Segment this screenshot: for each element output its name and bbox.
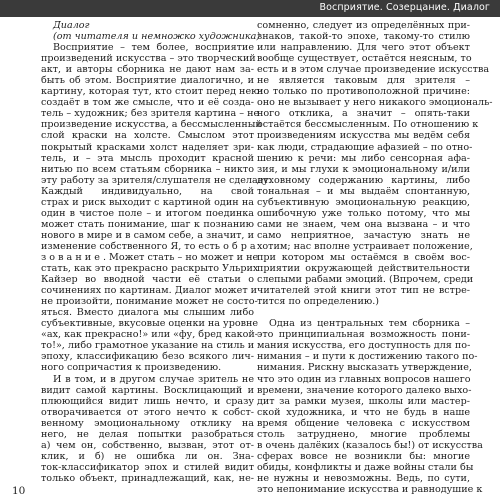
- text-line: субъективную эмоциональную реакцию,: [257, 196, 470, 208]
- text-line: произведениям искусства мы ведём себя: [257, 130, 470, 142]
- text-line: ного сопричастия к произведению.: [41, 362, 222, 374]
- text-line: плюющийся видит лишь нечто, и сразу: [41, 395, 254, 407]
- text-line: может стать понимание, шаг к познанию: [41, 218, 254, 230]
- text-line: него, не делая попытки разобраться: [41, 428, 254, 440]
- text-line: ток-классификатор эпох и стилей видит: [41, 461, 254, 473]
- text-line: сферах вовсе не возникли бы: многие: [257, 450, 470, 462]
- running-header-bar: [0, 0, 500, 17]
- text-line: произведение искусства, а бессмысленный: [41, 119, 262, 131]
- text-line: есть и в этом случае произведение искусства: [257, 64, 490, 76]
- right-text-column: [257, 20, 493, 495]
- text-line: тель – художник; без зрителя картина – не: [41, 108, 260, 120]
- text-line: тится по определению.): [257, 296, 379, 308]
- text-line: з о в а н и е . Может стать – но может и не: [41, 251, 259, 263]
- text-line: создаёт в том же смысле, что и её созда-: [41, 97, 254, 109]
- text-line: столь затруднено, многие проблемы: [257, 428, 470, 440]
- text-line: тональная – и мы выдаём спонтанную,: [257, 185, 470, 197]
- text-line: сомненно, следует из определённых при-: [257, 20, 470, 31]
- running-header-title: Восприятие. Созерцание. Диалог: [319, 2, 490, 13]
- text-line: а) чем он, собственно, вызван, этот от-: [41, 439, 254, 451]
- text-line: то!», либо грамотное указание на стиль и: [41, 340, 255, 352]
- page-number: 10: [12, 485, 26, 497]
- text-line: нимания. Рискну высказать утверждение,: [257, 362, 472, 374]
- text-line: знаков, такой-то эпохе, такому-то стилю: [257, 31, 470, 43]
- text-line: духовному содержанию картины, либо: [257, 174, 470, 186]
- text-line: И в том, и в другом случае зритель не: [53, 373, 254, 385]
- text-line: Каждый индивидуально, на свой: [41, 185, 254, 197]
- text-line: Кайзер во вводной части её статьи о: [41, 274, 254, 286]
- text-line: времени, значение которого далеко выхо-: [257, 384, 472, 396]
- text-line: или направлению. Для чего этот объект: [257, 42, 470, 54]
- text-line: Диалог: [53, 20, 90, 31]
- text-line: Восприятие – тем более, восприятие: [53, 42, 254, 54]
- text-line: Одна из центральных тем сборника –: [269, 318, 470, 330]
- text-line: ской художника, и что не будь в наше: [257, 406, 470, 418]
- text-line: зия, и мы глухи к эмоциональному и/или: [257, 163, 470, 175]
- text-line: клик, и б) не ошибка ли он. Зна-: [41, 450, 254, 462]
- text-line: яться. Вместо диалога мы слышим либо: [41, 307, 254, 319]
- text-line: оно не вызывает у него никакого эмоциональ-: [257, 97, 493, 109]
- text-line: стать, как это прекрасно раскрыто Ульрих: [41, 263, 259, 275]
- text-line: нитью по всем статьям сборника – никто: [41, 163, 254, 175]
- text-line: венному эмоциональному отклику на: [41, 417, 254, 429]
- text-line: время общение человека с искусством: [257, 417, 470, 429]
- text-line: нимания – и пути к достижению такого по-: [257, 351, 478, 363]
- text-line: нового в мире и в самом себе, а значит, и: [41, 229, 254, 241]
- text-line: сочинениях по картинам. Диалог может и: [41, 285, 258, 297]
- text-line: ного отклика, а значит – опять-таки: [257, 108, 470, 120]
- text-line: «ах, как прекрасно!» или «фу, бред какой-: [41, 329, 258, 341]
- text-line: обиды, конфликты и даже войны стали бы: [257, 461, 474, 473]
- text-line: быть об этом. Восприятие диалогично, и: [41, 75, 254, 87]
- text-line: хотим; нас вполне устраивает положение,: [257, 240, 473, 252]
- text-line: в очень далёких (казалось бы!) от искусства: [257, 439, 483, 451]
- text-line: слой краски на холсте. Смыслом этот: [41, 130, 254, 142]
- text-line: акт, и авторы сборника не дают нам за-: [41, 64, 254, 76]
- text-line: как люди, страдающие афазией – по отно-: [257, 141, 473, 153]
- text-line: не нужны и невозможны. Ведь, по сути,: [257, 472, 470, 484]
- text-line: (от читателя и немножко художника): [53, 31, 261, 43]
- text-line: картину, которая тут, кто стоит перед нею:: [41, 86, 263, 98]
- text-line: один в чистое поле – и итогом поединка: [41, 207, 254, 219]
- text-line: сами не знаем, чем она вызвана – и что: [257, 218, 470, 230]
- text-line: мания искусства, его доступность для по-: [257, 340, 471, 352]
- text-line: только объект, принадлежащий, как, не-: [41, 472, 254, 484]
- text-line: дит за рамки музея, школы или мастер-: [257, 395, 470, 407]
- text-line: но только по противоположной причине:: [257, 86, 470, 98]
- text-line: ошибочную уже только потому, что мы: [257, 207, 470, 219]
- text-line: остаётся бессмысленным. По отношению к: [257, 119, 479, 131]
- text-line: [257, 307, 470, 318]
- text-line: приятии окружающей действительности: [257, 263, 470, 275]
- text-line: шению к речи: мы либо сенсорная афа-: [257, 152, 470, 164]
- text-line: страх и риск выходит с картиной один на: [41, 196, 254, 208]
- text-line: само неприятное, зачастую знать не: [257, 229, 470, 241]
- text-line: не произойти, понимание может не состо-: [41, 296, 258, 308]
- text-line: тель, и – эта мысль проходит красной: [41, 152, 254, 164]
- text-line: это непонимание искусства и равнодушие к: [257, 483, 483, 495]
- text-line: вообще существует, остаётся неясным, то: [257, 53, 472, 65]
- text-line: произведений искусства – это творческий: [41, 53, 256, 65]
- text-line: не является таковым для зрителя –: [257, 75, 470, 87]
- text-line: это принципиальная возможность пони-: [257, 329, 470, 341]
- text-line: слепыми рабами эмоций. (Впрочем, среди: [257, 274, 474, 286]
- left-text-column: [41, 20, 272, 484]
- text-line: субъективные, вкусовые оценки на уровне: [41, 318, 259, 330]
- text-line: видит самой картины. Восклицающий и: [41, 384, 254, 396]
- text-line: отворачивается от этого нечто к собст-: [41, 406, 254, 418]
- text-line: эпоху, классификацию безо всякого лич-: [41, 351, 254, 363]
- text-line: что это один из главных вопросов нашего: [257, 373, 471, 385]
- text-line: эту работу за зрителя/слушателя не сделает.: [41, 174, 272, 186]
- text-line: изменение собственного Я, то есть о б р а: [41, 240, 256, 252]
- text-line: покрытый красками холст наделяет зри-: [41, 141, 254, 153]
- text-line: читателей этой книги этот тип не встре-: [257, 285, 470, 297]
- text-line: при котором мы остаёмся в своём вос-: [257, 251, 470, 263]
